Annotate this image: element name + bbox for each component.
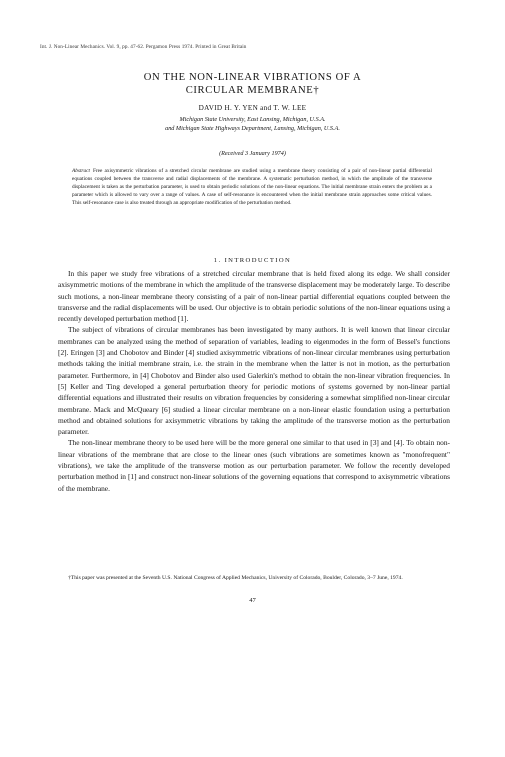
footnote [58, 574, 450, 582]
paper-title [0, 72, 505, 98]
title-line: CIRCULAR MEMBRANE† [185, 84, 320, 96]
paragraph: The non-linear membrane theory to be used here will be the more general one similar to that used in [3] and [4]. To obtain non-linear vibrations of the membrane that are close to the linear ones (such vibrations are sometimes known as "monofrequent" vibrations), we take the amplitude of the transverse motion as our perturbation parameter. We follow the recently developed perturbation method in [1] and construct non-linear solutions of the governing equations that correspond to axisymmetric vibrations of the membrane. [58, 438, 450, 493]
paragraph: In this paper we study free vibrations of a stretched circular membrane that is held fixed along its edge. We shall consider axisymmetric motions of the membrane in which the amplitude of the transverse displacement may be moderately large. To describe such motions, a non-linear membrane theory consisting of a pair of non-linear partial differential equations coupled between the transverse and the radial displacements will be used. Our objective is to obtain periodic solutions of the non-linear equations using a recently developed perturbation method [1]. [58, 269, 450, 324]
running-head: Int. J. Non-Linear Mechanics. Vol. 9, pp. 47-62. Pergamon Press 1974. Printed in Great Britain [40, 44, 247, 50]
affiliation-line: Michigan State University, East Lansing, Michigan, U.S.A. [179, 116, 326, 123]
received-date: (Received 3 January 1974) [219, 150, 286, 157]
abstract-text: Free axisymmetric vibrations of a stretched circular membrane are studied using a membrane theory consisting of a pair of non-linear partial differential equations coupled between the transverse and radial displacements of the membrane. A systematic perturbation method, in which the amplitude of the transverse displacement is taken as the perturbation parameter, is used to obtain periodic solutions of the non-linear equations. The initial membrane strain enters the problem as a parameter which is allowed to vary over a range of values. A case of self-resonance is encountered when the initial membrane strain approaches some critical values. This self-resonance case is also treated through an appropriate modification of the perturbation method. [72, 168, 432, 207]
footnote-text: †This paper was presented at the Seventh U.S. National Congress of Applied Mechanics, University of Colorado, Boulder, Colorado, 3–7 June, 1974. [68, 575, 403, 581]
affiliation-line: and Michigan State Highways Department, Lansing, Michigan, U.S.A. [165, 125, 340, 132]
page-number: 47 [249, 597, 256, 604]
section-heading: 1. INTRODUCTION [213, 257, 292, 264]
affiliation [0, 115, 505, 133]
abstract-label: Abstract [72, 168, 90, 174]
body-text [58, 268, 450, 494]
authors: DAVID H. Y. YEN and T. W. LEE [198, 104, 307, 112]
paragraph: The subject of vibrations of circular membranes has been investigated by many authors. It is well known that linear circular membranes can be analyzed using the method of separation of variables, leading to eigenmodes in the form of Bessel's functions [2]. Eringen [3] and Chobotov and Binder [4] studied axisymmetric vibrations of non-linear circular membranes using perturbation methods taking the initial membrane strain, i.e. the strain in the membrane when the latter is not in motion, as the perturbation parameter. Furthermore, in [4] Chobotov and Binder also used Galerkin's method to obtain the non-linear vibration frequencies. In [5] Keller and Ting developed a general perturbation theory for periodic motions of systems governed by non-linear partial differential equations and illustrated their results on vibration frequencies by considering a somewhat simplified non-linear circular membrane. Mack and McQueary [6] studied a linear circular membrane on a non-linear elastic foundation using a perturbation method and obtained solutions for axisymmetric vibrations by taking the amplitude of the transverse motion as the perturbation parameter. [58, 325, 450, 437]
abstract [72, 167, 432, 207]
title-line: ON THE NON-LINEAR VIBRATIONS OF A [143, 72, 362, 83]
